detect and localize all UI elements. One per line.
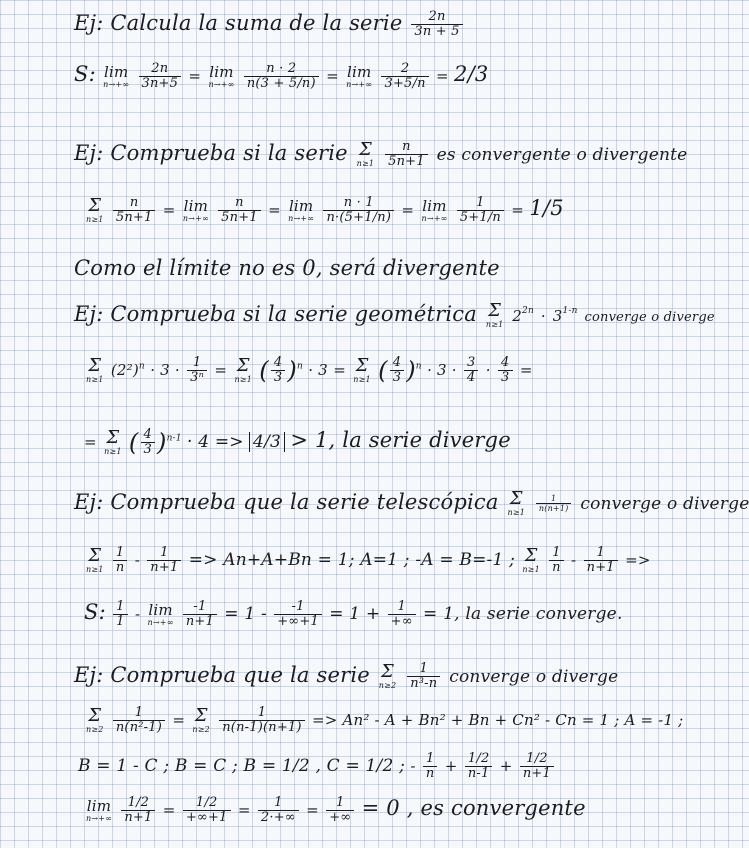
result: 1/5 — [529, 196, 564, 220]
example-4-conclusion: = 1, la serie converge. — [423, 604, 623, 624]
example-5-step-3: lim n→+∞ $\frac{1/2}{n+1}$ = $\frac{1/2}{+\infty+1}$ = $\frac{1}{2\cdot+\infty}$ = $\frac{1}{+\infty}$ = 0 , es convergente — [86, 795, 586, 825]
sigma: Σ n≥1 — [356, 139, 375, 168]
example-5-conclusion: = 0 , es convergente — [361, 796, 586, 820]
sigma: Σ n≥2 — [378, 661, 397, 690]
example-3-tail: converge o diverge — [584, 310, 715, 325]
example-4-prompt: Ej: Comprueba que la serie telescópica — [74, 490, 499, 514]
fraction: $\frac{n}{5n+1}$ — [385, 140, 428, 169]
series-term-fraction: $\frac{2n}{3n + 5}$ — [411, 10, 462, 39]
example-5-step-1: Σ n≥2 $\frac{1}{\text{n(n²-1)}}$ = Σ n≥2 $\frac{1}{n(n-1)(n+1)}$ => An² - A + Bn² + Bn + Cn² - Cn = 1 ; A = -1 ; — [86, 705, 684, 735]
fraction: $\frac{2n}{3n+5}$ — [139, 62, 182, 91]
sum-label: S: — [74, 62, 96, 86]
example-5-line: Ej: Comprueba que la serie Σ n≥2 $\frac{1}{\text{n³-n}}$ converge o diverge — [74, 661, 619, 691]
example-2-conclusion: Como el límite no es 0, será divergente — [74, 256, 500, 280]
example-4-step-1: Σ n≥1 $\frac{1}{n}$ - $\frac{1}{n+1}$ => An+A+Bn = 1; A=1 ; -A = B=-1 ; Σ n≥1 $\frac{1}{n}$ - $\frac{1}{n+1}$ => — [86, 545, 651, 575]
fraction: $\frac{2}{3+5/n}$ — [381, 62, 428, 91]
example-3-step-2: = Σ n≥1 ( $\frac{4}{3}$ )$^{n-1}$ · 4 => 4/3 > 1, la serie diverge — [84, 427, 511, 457]
system-of-equations: => An² - A + Bn² + Bn + Cn² - Cn = 1 ; A = -1 ; — [311, 711, 684, 729]
limit-3: lim n→+∞ — [346, 62, 373, 89]
fraction: $\frac{1}{5+1/n}$ — [457, 196, 504, 225]
result: 2/3 — [454, 62, 489, 86]
sigma: Σ n≥1 — [86, 355, 104, 384]
example-2-solution: Σ n≥1 $\frac{n}{5n+1}$ = lim n→+∞ $\frac{n}{5n+1}$ = lim n→+∞ $\frac{n \cdot 1}{n\cdot(5+1/n)}$ = lim n→+∞ $\frac{1}{5+1/n}$ = 1/5 — [86, 195, 564, 225]
example-3-line: Ej: Comprueba si la serie geométrica Σ n≥1 $2^{2n} \cdot 3^{1-n}$ converge o diverge — [74, 300, 715, 329]
example-3-prompt: Ej: Comprueba si la serie geométrica — [74, 302, 477, 326]
limit: lim n→+∞ — [182, 196, 209, 223]
example-3-conclusion: > 1, la serie diverge — [290, 428, 511, 452]
example-3-step-1: Σ n≥1 $(2^2)^n \cdot 3$ · $\frac{1}{\text{3ⁿ}}$ = Σ n≥1 ( $\frac{4}{3}$ )$^n$ · 3 = Σ n≥1 ( $\frac{4}{3}$ )$^n$ · 3 · $\frac{3}{4}$ · $\frac{4}{3}$ = — [86, 355, 533, 385]
example-1-prompt: Ej: Calcula la suma de la serie — [74, 11, 403, 35]
limit-1: lim n→+∞ — [103, 62, 130, 89]
system-of-equations: => An+A+Bn = 1; A=1 ; -A = B=-1 ; — [188, 550, 516, 570]
example-2-prompt: Ej: Comprueba si la serie — [74, 141, 348, 165]
fraction: $\frac{n}{5n+1}$ — [113, 196, 156, 225]
example-2-line — [74, 140, 687, 169]
example-4-tail: converge o diverge — [580, 494, 749, 514]
fraction: $\frac{n \cdot 1}{n\cdot(5+1/n)}$ — [323, 196, 394, 225]
example-5-prompt: Ej: Comprueba que la serie — [74, 663, 370, 687]
example-1-solution: S: lim n→+∞ $\frac{2n}{3n+5}$ = lim n→+∞ $\frac{n \cdot 2}{n(3 + 5/n)}$ = lim n→+∞ $\frac{2}{3+5/n}$ = 2/3 — [74, 61, 489, 91]
fraction: $\frac{n \cdot 2}{n(3 + 5/n)}$ — [244, 62, 319, 91]
example-1-line — [74, 10, 465, 39]
example-5-step-2: B = 1 - C ; B = C ; B = 1/2 , C = 1/2 ; - $\frac{1}{n}$ + $\frac{1/2}{n-1}$ + $\frac{1/2}{n+1}$ — [78, 752, 556, 781]
fraction: $\frac{n}{5n+1}$ — [218, 196, 261, 225]
limit-2: lim n→+∞ — [208, 62, 235, 89]
sigma: Σ n≥1 — [507, 488, 526, 517]
example-4-line: Ej: Comprueba que la serie telescópica Σ n≥1 $\frac{1}{n(n+1)}$ converge o diverge — [74, 488, 749, 517]
sigma: Σ n≥1 — [86, 195, 104, 224]
example-5-tail: converge o diverge — [449, 667, 619, 687]
limit: lim n→+∞ — [288, 196, 315, 223]
example-4-step-2: S: $\frac{1}{1}$ - lim n→+∞ $\frac{-1}{n+1}$ = 1 - $\frac{-1}{+\infty+1}$ = 1 + $\frac{1}{+\infty}$ = 1, la serie converge. — [84, 599, 623, 629]
example-2-tail: es convergente o divergente — [436, 145, 688, 165]
absolute-value: 4/3 — [249, 432, 285, 452]
limit: lim n→+∞ — [421, 196, 448, 223]
sigma: Σ n≥1 — [485, 300, 504, 329]
